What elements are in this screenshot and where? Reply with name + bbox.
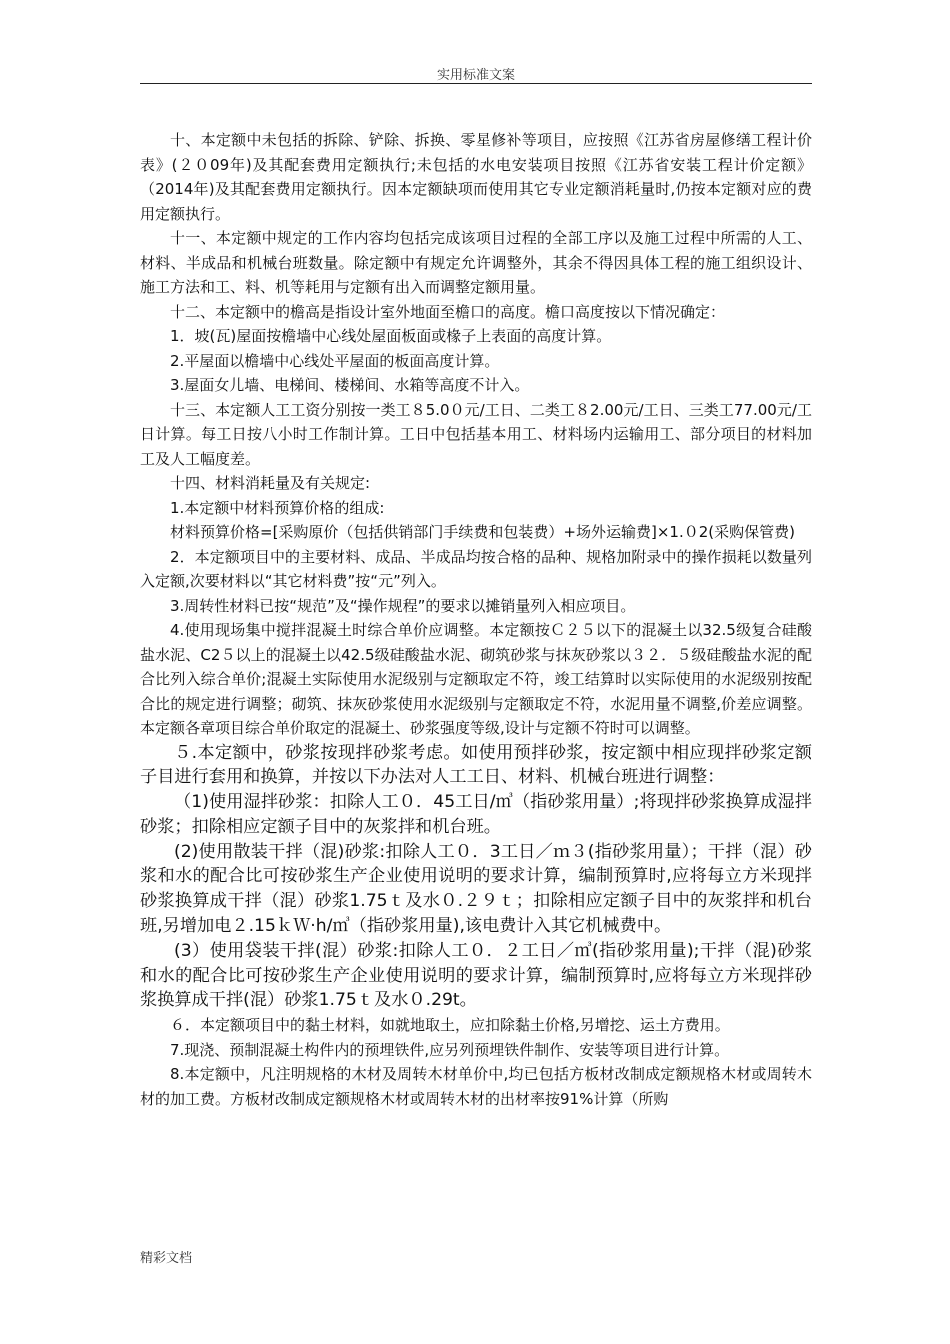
paragraph: 十、本定额中未包括的拆除、铲除、拆换、零星修补等项目，应按照《江苏省房屋修缮工程计价表》(２０09年)及其配套费用定额执行;未包括的水电安装项目按照《江苏省安装工程计价定额》（2014年)及其配套费用定额执行。因本定额缺项而使用其它专业定额消耗量时,仍按本定额对应的费用定额执行。 — [140, 131, 812, 223]
paragraph: 3.周转性材料已按“规范”及“操作规程”的要求以摊销量列入相应项目。 — [170, 596, 636, 615]
paragraph: 4.使用现场集中搅拌混凝土时综合单价应调整。本定额按Ｃ２５以下的混凝土以32.5级复合硅酸盐水泥、C2５以上的混凝土以42.5级硅酸盐水泥、砌筑砂浆与抹灰砂浆以３２．５级硅酸盐水泥的配合比列入综合单价;混凝土实际使用水泥级别与定额取定不符，竣工结算时以实际使用的水泥级别按配合比的规定进行调整；砌筑、抹灰砂浆使用水泥级别与定额取定不符，水泥用量不调整,价差应调整。本定额各章项目综合单价取定的混凝土、砂浆强度等级,设计与定额不符时可以调整。 — [140, 621, 812, 737]
paragraph: 2．本定额项目中的主要材料、成品、半成品均按合格的品种、规格加附录中的操作损耗以数量列入定额,次要材料以“其它材料费”按“元”列入。 — [140, 547, 812, 590]
paragraph: ５.本定额中，砂浆按现拌砂浆考虑。如使用预拌砂浆，按定额中相应现拌砂浆定额子目进行套用和换算，并按以下办法对人工工日、材料、机械台班进行调整： — [140, 742, 812, 788]
paragraph: 1．坡(瓦)屋面按檐墙中心线处屋面板面或椽子上表面的高度计算。 — [170, 327, 612, 345]
paragraph: 3.屋面女儿墙、电梯间、楼梯间、水箱等高度不计入。 — [170, 376, 530, 394]
paragraph: 十四、材料消耗量及有关规定: — [170, 474, 371, 492]
paragraph: 十一、本定额中规定的工作内容均包括完成该项目过程的全部工序以及施工过程中所需的人工、材料、半成品和机械台班数量。除定额中有规定允许调整外，其余不得因具体工程的施工组织设计、施工方法和工、料、机等耗用与定额有出入而调整定额用量。 — [140, 229, 812, 296]
page-header-title: 实用标准文案 — [436, 68, 515, 83]
document-body — [140, 128, 812, 1111]
paragraph: 2.平屋面以檐墙中心线处平屋面的板面高度计算。 — [170, 351, 500, 370]
paragraph: 7.现浇、预制混凝土构件内的预埋铁件,应另列预埋铁件制作、安装等项目进行计算。 — [170, 1040, 730, 1059]
paragraph: （1)使用湿拌砂浆：扣除人工０．45工日/㎥（指砂浆用量）;将现拌砂浆换算成湿拌砂浆；扣除相应定额子目中的灰浆拌和机台班。 — [140, 792, 812, 837]
paragraph: 1.本定额中材料预算价格的组成: — [170, 498, 385, 517]
paragraph: 材料预算价格=[采购原价（包括供销部门手续费和包装费）+场外运输费]×1.０2(采购保管费) — [170, 523, 795, 541]
paragraph: (3）使用袋装干拌(混）砂浆:扣除人工０．２工日／㎥(指砂浆用量);干拌（混)砂浆和水的配合比可按砂浆生产企业使用说明的要求计算，编制预算时,应将每立方米现拌砂浆换算成干拌(混）砂浆1.75ｔ及水０.29t。 — [140, 940, 812, 1011]
paragraph: 十三、本定额人工工资分别按一类工８5.0０元/工日、二类工８2.00元/工日、三类工77.00元/工日计算。每工日按八小时工作制计算。工日中包括基本用工、材料场内运输用工、部分项目的材料加工及人工幅度差。 — [140, 400, 812, 468]
paragraph: ６．本定额项目中的黏土材料，如就地取土，应扣除黏土价格,另增挖、运土方费用。 — [170, 1016, 730, 1035]
paragraph: 8.本定额中，凡注明规格的木材及周转木材单价中,均已包括方板材改制成定额规格木材或周转木材的加工费。方板材改制成定额规格木材或周转木材的出材率按91%计算（所购 — [140, 1065, 812, 1108]
paragraph: 十二、本定额中的檐高是指设计室外地面至檐口的高度。檐口高度按以下情况确定： — [170, 302, 726, 321]
header-divider — [140, 83, 812, 84]
page-footer: 精彩文档 — [140, 1251, 193, 1266]
paragraph: (2)使用散装干拌（混)砂浆:扣除人工０．3工日／ｍ３(指砂浆用量）；干拌（混）砂浆和水的配合比可按砂浆生产企业使用说明的要求计算，编制预算时,应将每立方米现拌砂浆换算成干拌（混）砂浆1.75ｔ及水０.２９ｔ；扣除相应定额子目中的灰浆拌和机台班,另增加电２.15ｋＷ·h/㎥（指砂浆用量),该电费计入其它机械费中。 — [140, 841, 812, 937]
